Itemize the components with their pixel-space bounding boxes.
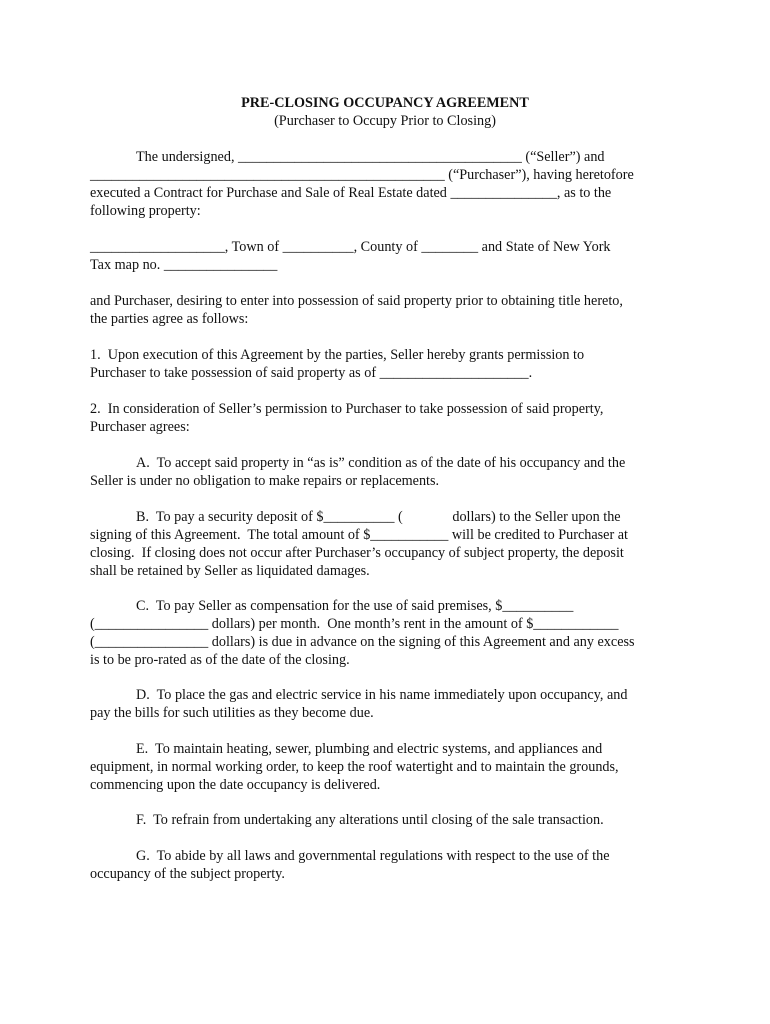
item-a-line-2: Seller is under no obligation to make repairs or replacements.	[90, 473, 440, 489]
clause-1-line-2: Purchaser to take possession of said property as of _____________________.	[90, 365, 533, 381]
item-b-line-4: shall be retained by Seller as liquidated damages.	[90, 563, 370, 579]
agree-line-2: the parties agree as follows:	[90, 311, 249, 327]
intro-line-3: executed a Contract for Purchase and Sale of Real Estate dated _______________, as to the	[90, 185, 612, 201]
intro-line-2: __________________________________________________ (“Purchaser”), having heretofore	[90, 167, 634, 183]
item-c-line-3: (________________ dollars) is due in advance on the signing of this Agreement and any excess	[90, 634, 635, 650]
clause-2-line-1: 2. In consideration of Seller’s permission to Purchaser to take possession of said property,	[90, 401, 604, 417]
intro-line-1: The undersigned, ________________________________________ (“Seller”) and	[136, 149, 605, 165]
item-a-line-1: A. To accept said property in “as is” condition as of the date of his occupancy and the	[136, 455, 626, 471]
item-e-line-2: equipment, in normal working order, to keep the roof watertight and to maintain the grounds,	[90, 759, 619, 775]
item-c-line-1: C. To pay Seller as compensation for the use of said premises, $__________	[136, 598, 574, 614]
agree-line-1: and Purchaser, desiring to enter into possession of said property prior to obtaining title hereto,	[90, 293, 623, 309]
item-c-line-4: is to be pro-rated as of the date of the closing.	[90, 652, 350, 668]
item-d-line-2: pay the bills for such utilities as they become due.	[90, 705, 374, 721]
item-c-line-2: (________________ dollars) per month. One month’s rent in the amount of $____________	[90, 616, 619, 632]
item-g-line-1: G. To abide by all laws and governmental regulations with respect to the use of the	[136, 848, 610, 864]
clause-2-line-2: Purchaser agrees:	[90, 419, 190, 435]
item-b-line-1: B. To pay a security deposit of $__________ ( dollars) to the Seller upon the	[136, 509, 621, 525]
item-e-line-3: commencing upon the date occupancy is delivered.	[90, 777, 381, 793]
document-title: PRE-CLOSING OCCUPANCY AGREEMENT	[241, 95, 529, 111]
item-b-line-3: closing. If closing does not occur after Purchaser’s occupancy of subject property, the deposit	[90, 545, 624, 561]
intro-line-4: following property:	[90, 203, 201, 219]
clause-1-line-1: 1. Upon execution of this Agreement by the parties, Seller hereby grants permission to	[90, 347, 585, 363]
item-b-line-2: signing of this Agreement. The total amount of $___________ will be credited to Purchaser at	[90, 527, 628, 543]
item-f-line-1: F. To refrain from undertaking any alterations until closing of the sale transaction.	[136, 812, 604, 828]
item-d-line-1: D. To place the gas and electric service in his name immediately upon occupancy, and	[136, 687, 628, 703]
property-line-1: ___________________, Town of __________, County of ________ and State of New York	[90, 239, 611, 255]
item-e-line-1: E. To maintain heating, sewer, plumbing and electric systems, and appliances and	[136, 741, 603, 757]
document-subtitle: (Purchaser to Occupy Prior to Closing)	[274, 113, 496, 129]
item-g-line-2: occupancy of the subject property.	[90, 866, 285, 882]
property-line-2: Tax map no. ________________	[90, 257, 278, 273]
